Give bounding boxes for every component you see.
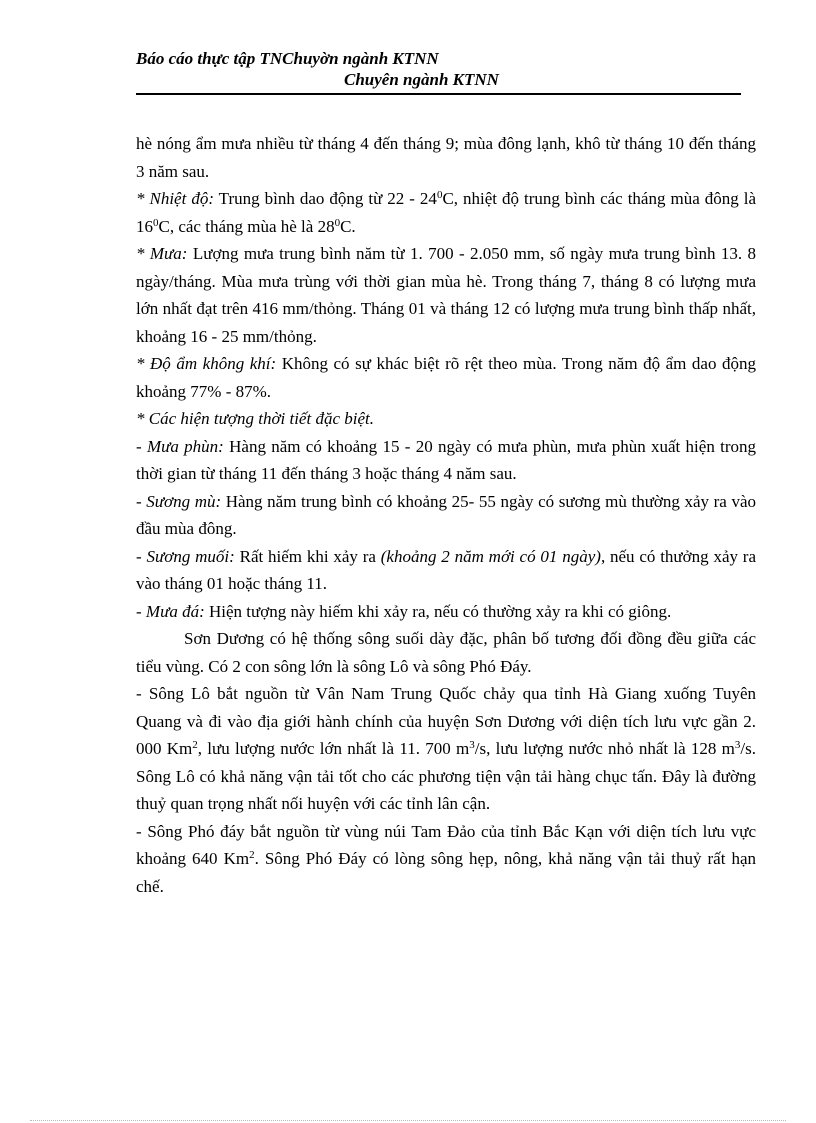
frost-label: - Sương muối: — [136, 546, 235, 566]
paragraph-pho-day-river: - Sông Phó đáy bắt nguồn từ vùng núi Tam Đảo của tỉnh Bắc Kạn với diện tích lưu vực khoảng 640 Km$^2$. Sông Phó Đáy có lòng sông hẹp, nông, khả năng vận tải thuỷ rất hạn chế. — [136, 821, 756, 896]
paragraph-river-system: Sơn Dương có hệ thống sông suối dày đặc, phân bố tương đối đồng đều giữa các tiểu vùng. Có 2 con sông lớn là sông Lô và sông Phó Đáy. — [136, 629, 756, 676]
hail-label: - Mưa đá: — [136, 601, 205, 621]
paragraph-lo-river: - Sông Lô bắt nguồn từ Vân Nam Trung Quốc chảy qua tỉnh Hà Giang xuống Tuyên Quang và đi vào địa giới hành chính của huyện Sơn Dương với diện tích lưu vực gần 2. 000 Km$^2$, lưu lượng nước lớn nhất là 11. 700 $m^3/s$, lưu lượng nước nhỏ nhất là 128 $m^3/s$. Sông Lô có khả năng vận tải tốt cho các phương tiện vận tải hàng chục tấn. Đây là đường thuỷ quan trọng nhất nối huyện với các tỉnh lân cận. — [136, 684, 756, 813]
fog-label: - Sương mù: — [136, 491, 222, 511]
paragraph-humidity: * Độ ẩm không khí: Không có sự khác biệt rõ rệt theo mùa. Trong năm độ ẩm dao động khoảng 77% - 87%. — [136, 354, 757, 401]
document-body — [136, 130, 756, 900]
temperature-label: * Nhiệt độ: — [136, 189, 214, 208]
degree-superscript: 0 — [153, 216, 159, 229]
degree-superscript: 0 — [436, 189, 443, 201]
paragraph-rainfall: * Mưa: Lượng mưa trung bình năm từ 1. 700 - 2.050 mm, số ngày mưa trung bình 13. 8 ngày/tháng. Mùa mưa trùng với thời gian mùa hè. Trong tháng 7, tháng 8 có lượng mưa lớn nhất đạt trên 416 mm/thỏng. Tháng 01 và tháng 12 có lượng mưa trung bình thấp nhất, khoảng 16 - 25 mm/thỏng. — [136, 244, 756, 346]
humidity-label: * Độ ẩm không khí: — [136, 354, 277, 373]
paragraph-temperature: * Nhiệt độ: Trung bình dao động từ $22 - 24^0C$, nhiệt độ trung bình các tháng mùa đông là $16^0C$, các tháng mùa hè là $28^0C$. — [136, 189, 756, 236]
page-header — [136, 48, 741, 95]
header-title: Báo cáo thực tập TNChuyờn ngành KTNN — [136, 49, 439, 68]
paragraph-drizzle: - Mưa phùn: Hàng năm có khoảng 15 - 20 ngày có mưa phùn, mưa phùn xuất hiện trong thời gian từ tháng 11 đến tháng 3 hoặc tháng 4 năm sau. — [136, 436, 756, 483]
degree-superscript: 0 — [334, 216, 341, 229]
rainfall-label: * Mưa: — [136, 244, 188, 263]
paragraph-climate-intro: hè nóng ẩm mưa nhiều từ tháng 4 đến tháng 9; mùa đông lạnh, khô từ tháng 10 đến tháng 3 năm sau. — [136, 134, 756, 181]
paragraph-fog: - Sương mù: Hàng năm trung bình có khoảng 25- 55 ngày có sương mù thường xảy ra vào đầu mùa đông. — [136, 491, 756, 538]
paragraph-hail: - Mưa đá: Hiện tượng này hiếm khi xảy ra, nếu có thường xảy ra khi có giông. — [136, 601, 672, 621]
drizzle-label: - Mưa phùn: — [136, 436, 224, 456]
page-bottom-divider — [30, 1120, 786, 1121]
paragraph-special-weather-heading: * Các hiện tượng thời tiết đặc biệt. — [136, 409, 374, 428]
paragraph-frost: - Sương muối: Rất hiếm khi xảy ra (khoảng 2 năm mới có 01 ngày), nếu có thưởng xảy ra vào tháng 01 hoặc tháng 11. — [136, 546, 757, 593]
header-subtitle: Chuyên ngành KTNN — [344, 70, 499, 89]
